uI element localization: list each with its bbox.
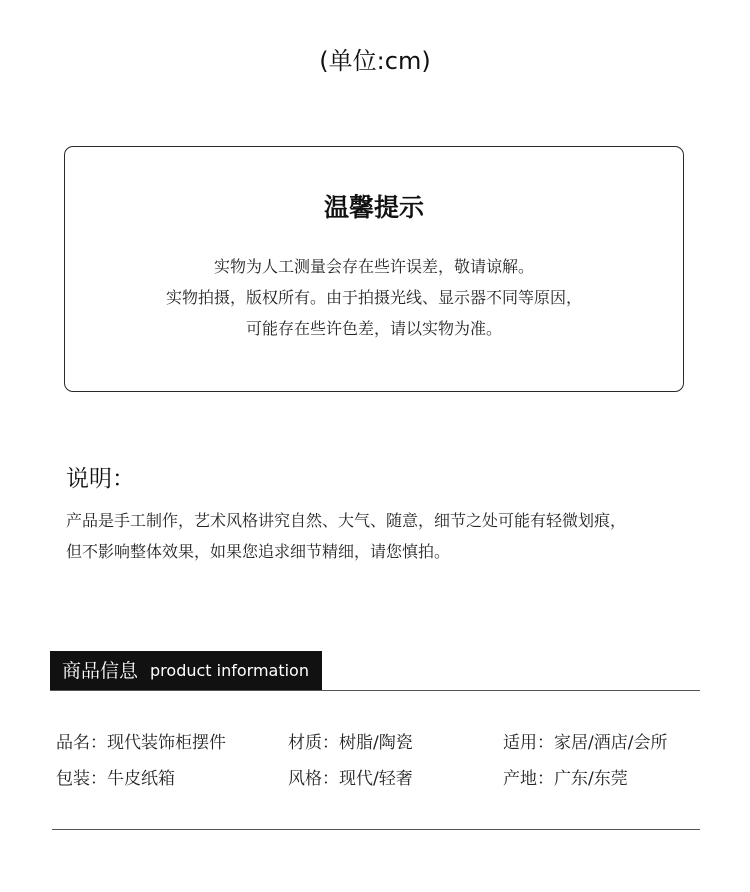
spec-row [56, 765, 706, 801]
notice-lines [65, 251, 683, 344]
notice-title: 温馨提示 [323, 193, 424, 222]
divider-top [50, 690, 700, 691]
description-heading: 说明： [66, 466, 135, 492]
product-info-title-en: product information [150, 660, 309, 680]
spec-packaging: 包装：牛皮纸箱 [56, 769, 175, 789]
spec-name: 品名：现代装饰柜摆件 [56, 733, 226, 753]
product-info-title-cn: 商品信息 [62, 659, 139, 682]
divider-bottom [52, 829, 700, 830]
notice-line: 实物为人工测量会存在些许误差，敬请谅解。 [213, 257, 534, 276]
spec-usage: 适用：家居/酒店/会所 [503, 733, 668, 753]
description-line: 产品是手工制作，艺术风格讲究自然、大气、随意，细节之处可能有轻微划痕， [66, 511, 627, 530]
spec-material: 材质：树脂/陶瓷 [288, 733, 413, 753]
spec-origin: 产地：广东/东莞 [503, 769, 628, 789]
description-line: 但不影响整体效果，如果您追求细节精细，请您慎拍。 [66, 542, 451, 561]
notice-line: 实物拍摄，版权所有。由于拍摄光线、显示器不同等原因， [165, 288, 582, 307]
notice-box [64, 146, 684, 392]
spec-style: 风格：现代/轻奢 [288, 769, 413, 789]
unit-note: (单位:cm) [319, 47, 431, 75]
notice-line: 可能存在些许色差，请以实物为准。 [245, 319, 502, 338]
product-specs [56, 729, 706, 801]
description-lines [66, 505, 716, 567]
product-info-header [50, 651, 322, 690]
spec-row [56, 729, 706, 765]
